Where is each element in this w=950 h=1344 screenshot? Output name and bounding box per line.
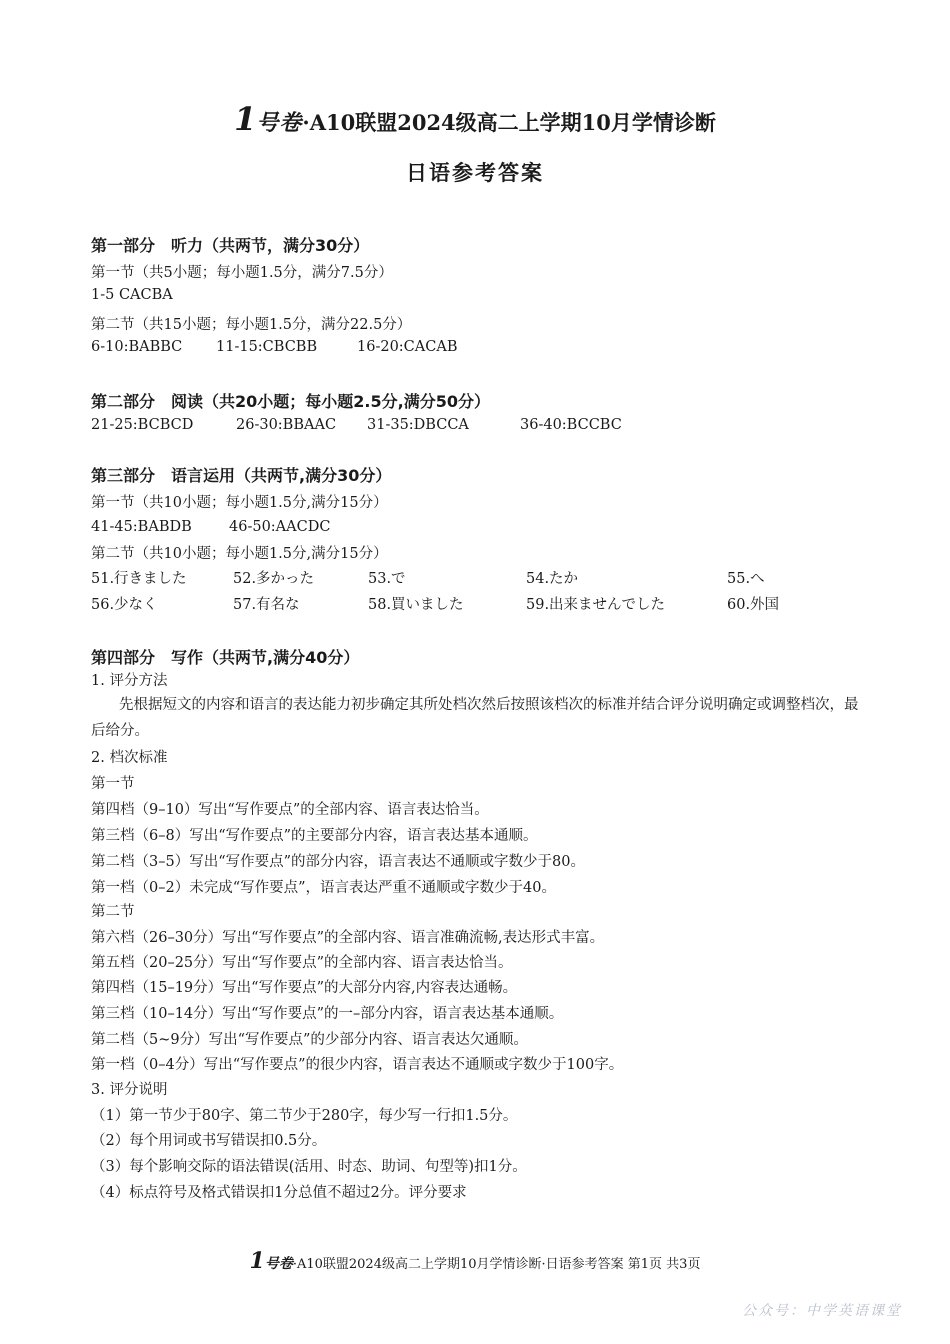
level-line: 第五档（20–25分）写出“写作要点”的全部内容、语言表达恰当。 [91, 955, 513, 971]
level-line: 第三档（10–14分）写出“写作要点”的一–部分内容，语言表达基本通顺。 [91, 1006, 564, 1022]
part4-heading: 第四部分 写作（共两节,满分40分） [91, 648, 360, 667]
fill-answer: 52.多かった [233, 571, 315, 587]
footer-logo-number: 1 [249, 1248, 265, 1274]
level-line: 第一档（0–4分）写出“写作要点”的很少内容，语言表达不通顺或字数少于100字。 [91, 1057, 624, 1073]
page-subtitle: 日语参考答案 [406, 160, 544, 185]
level-line: 第四档（9–10）写出“写作要点”的全部内容、语言表达恰当。 [91, 802, 489, 818]
note-line: （3）每个影响交际的语法错误(活用、时态、助词、句型等)扣1分。 [91, 1159, 527, 1175]
answer-group: 21-25:BCBCD [91, 417, 194, 433]
footer-text: ·A10联盟2024级高二上学期10月学情诊断·日语参考答案 第1页 共3页 [292, 1257, 701, 1272]
page-title [0, 100, 950, 138]
part4-item3: 3. 评分说明 [91, 1082, 168, 1098]
part1-sec2-desc: 第二节（共15小题；每小题1.5分，满分22.5分） [91, 317, 412, 333]
level-line: 第二档（3–5）写出“写作要点”的部分内容，语言表达不通顺或字数少于80。 [91, 854, 585, 870]
answer-group: 31-35:DBCCA [367, 417, 469, 433]
note-line: （1）第一节少于80字、第二节少于280字，每少写一行扣1.5分。 [91, 1108, 518, 1124]
fill-answer: 56.少なく [91, 597, 158, 613]
scoring-method-paragraph: 先根据短文的内容和语言的表达能力初步确定其所处档次然后按照该档次的标准并结合评分说明确定或调整档次，最后给分。 [91, 697, 859, 739]
part2-heading: 第二部分 阅读（共20小题；每小题2.5分,满分50分） [91, 392, 490, 411]
level-line: 第六档（26–30分）写出“写作要点”的全部内容、语言准确流畅,表达形式丰富。 [91, 930, 605, 946]
level-line: 第二档（5~9分）写出“写作要点”的少部分内容、语言表达欠通顺。 [91, 1032, 528, 1048]
answer-group: 26-30:BBAAC [236, 417, 337, 433]
footer-logo-text: 号卷 [264, 1256, 293, 1272]
part1-sec1-answers: 1-5 CACBA [91, 287, 173, 303]
fill-answer: 54.たか [526, 571, 579, 587]
part4-sec1-label: 第一节 [91, 776, 135, 792]
level-line: 第三档（6–8）写出“写作要点”的主要部分内容，语言表达基本通顺。 [91, 828, 538, 844]
answer-group: 16-20:CACAB [357, 339, 458, 355]
part3-heading: 第三部分 语言运用（共两节,满分30分） [91, 466, 392, 485]
note-line: （2）每个用词或书写错误扣0.5分。 [91, 1133, 327, 1149]
fill-answer: 51.行きました [91, 571, 187, 587]
answer-group: 11-15:CBCBB [216, 339, 318, 355]
title-text: ·A10联盟2024级高二上学期10月学情诊断 [302, 110, 716, 135]
level-line: 第一档（0–2）未完成“写作要点”，语言表达严重不通顺或字数少于40。 [91, 880, 556, 896]
answer-group: 46-50:AACDC [229, 519, 331, 535]
fill-answer: 58.買いました [368, 597, 464, 613]
fill-answer: 57.有名な [233, 597, 300, 613]
answer-group: 41-45:BABDB [91, 519, 192, 535]
watermark: 公众号：中学英语课堂 [742, 1303, 902, 1319]
answer-group: 36-40:BCCBC [520, 417, 622, 433]
level-line: 第四档（15–19分）写出“写作要点”的大部分内容,内容表达通畅。 [91, 980, 518, 996]
part1-heading: 第一部分 听力（共两节，满分30分） [91, 236, 370, 255]
part4-item2: 2. 档次标准 [91, 750, 168, 766]
fill-answer: 55.へ [727, 571, 765, 587]
brand-logo-number: 1 [234, 100, 257, 138]
page-footer [0, 1248, 950, 1274]
part1-sec1-desc: 第一节（共5小题；每小题1.5分，满分7.5分） [91, 265, 393, 281]
part4-item1: 1. 评分方法 [91, 673, 168, 689]
part4-sec2-label: 第二节 [91, 904, 135, 920]
part3-sec2-desc: 第二节（共10小题；每小题1.5分,满分15分） [91, 546, 388, 562]
fill-answer: 60.外国 [727, 597, 780, 613]
brand-logo-text: 号卷 [256, 110, 303, 136]
fill-answer: 59.出来ませんでした [526, 597, 666, 613]
fill-answer: 53.で [368, 571, 406, 587]
note-line: （4）标点符号及格式错误扣1分总值不超过2分。评分要求 [91, 1185, 467, 1201]
part3-sec1-desc: 第一节（共10小题；每小题1.5分,满分15分） [91, 495, 388, 511]
answer-group: 6-10:BABBC [91, 339, 183, 355]
